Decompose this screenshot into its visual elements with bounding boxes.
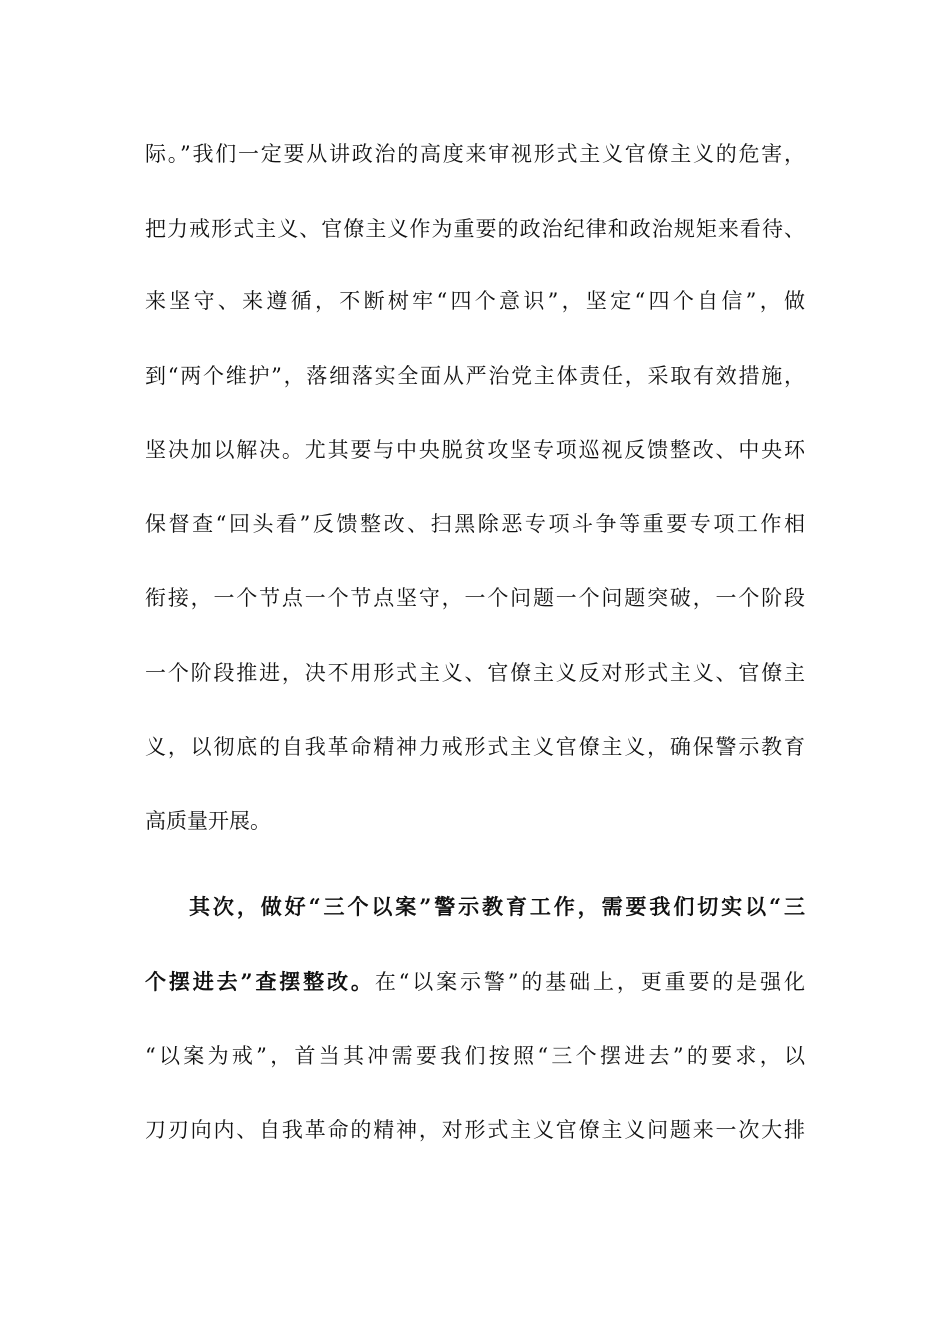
paragraph-1-line-9: 义，以彻底的自我革命精神力戒形式主义官僚主义，确保警示教育 — [145, 735, 805, 759]
paragraph-1-line-4: 到“两个维护”，落细落实全面从严治党主体责任，采取有效措施， — [145, 364, 805, 388]
paragraph-1-line-6: 保督查“回头看”反馈整改、扫黑除恶专项斗争等重要专项工作相 — [145, 512, 805, 536]
paragraph-2-bold-lead: 个摆进去”查摆整改。 — [145, 969, 375, 994]
paragraph-2-line-4: 刀刃向内、自我革命的精神，对形式主义官僚主义问题来一次大排 — [145, 1118, 805, 1142]
paragraph-1-line-1: 际。”我们一定要从讲政治的高度来审视形式主义官僚主义的危害， — [145, 142, 805, 166]
paragraph-1-line-7: 衔接，一个节点一个节点坚守，一个问题一个问题突破，一个阶段 — [145, 586, 805, 610]
paragraph-2-line-2 — [145, 966, 805, 998]
paragraph-1-line-2: 把力戒形式主义、官僚主义作为重要的政治纪律和政治规矩来看待、 — [145, 217, 805, 241]
paragraph-2-line-2-rest: 在“以案示警”的基础上，更重要的是强化 — [374, 970, 805, 994]
paragraph-1-line-5: 坚决加以解决。尤其要与中央脱贫攻坚专项巡视反馈整改、中央环 — [145, 438, 805, 462]
paragraph-1-line-8: 一个阶段推进，决不用形式主义、官僚主义反对形式主义、官僚主 — [145, 661, 805, 685]
paragraph-2-line-3: “以案为戒”，首当其冲需要我们按照“三个摆进去”的要求，以 — [145, 1044, 805, 1068]
paragraph-1-line-3: 来坚守、来遵循，不断树牢“四个意识”，坚定“四个自信”，做 — [145, 289, 805, 313]
paragraph-2-line-1: 其次，做好“三个以案”警示教育工作，需要我们切实以“三 — [189, 894, 805, 919]
paragraph-1-line-10: 高质量开展。 — [145, 809, 271, 833]
